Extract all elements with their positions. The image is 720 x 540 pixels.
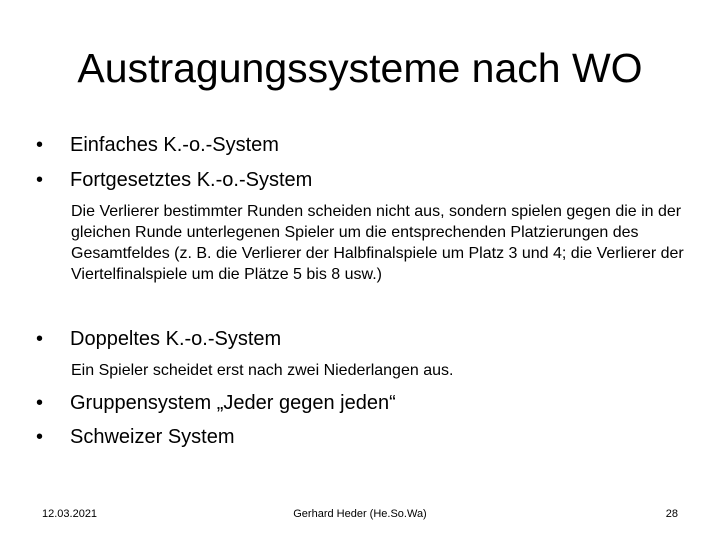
bullet-item-schweizer-system [36, 424, 235, 450]
bullet-item-einfaches-ko [36, 132, 279, 158]
bullet-item-gruppensystem [36, 390, 396, 416]
bullet-text: Schweizer System [70, 426, 235, 448]
sub-text-fortgesetztes-ko: Die Verlierer bestimmter Runden scheiden nicht aus, sondern spielen gegen die in der gleichen Runde unterlegenen Spieler um die entsprechenden Platzierungen des Gesamtfeldes (z. B. die Verlierer der Halbfinalspiele um Platz 3 und 4; die Verlierer der Viertelfinalspiele um die Plätze 5 bis 8 usw.) [71, 203, 684, 283]
bullet-icon: • [36, 328, 44, 350]
footer-date: 12.03.2021 [42, 508, 98, 520]
footer-author: Gerhard Heder (He.So.Wa) [293, 508, 427, 520]
bullet-icon: • [36, 169, 44, 191]
bullet-item-fortgesetztes-ko [36, 167, 312, 193]
bullet-icon: • [36, 134, 44, 156]
bullet-text: Einfaches K.-o.-System [70, 134, 279, 156]
bullet-icon: • [36, 392, 44, 414]
bullet-text: Fortgesetztes K.-o.-System [70, 169, 313, 191]
bullet-icon: • [36, 426, 44, 448]
sub-text-doppeltes-ko: Ein Spieler scheidet erst nach zwei Niederlangen aus. [71, 362, 454, 379]
slide-title: Austragungssysteme nach WO [77, 45, 643, 91]
bullet-text: Gruppensystem „Jeder gegen jeden“ [70, 392, 396, 414]
footer-page-number: 28 [665, 508, 678, 520]
bullet-text: Doppeltes K.-o.-System [70, 328, 282, 350]
bullet-item-doppeltes-ko [36, 326, 281, 352]
